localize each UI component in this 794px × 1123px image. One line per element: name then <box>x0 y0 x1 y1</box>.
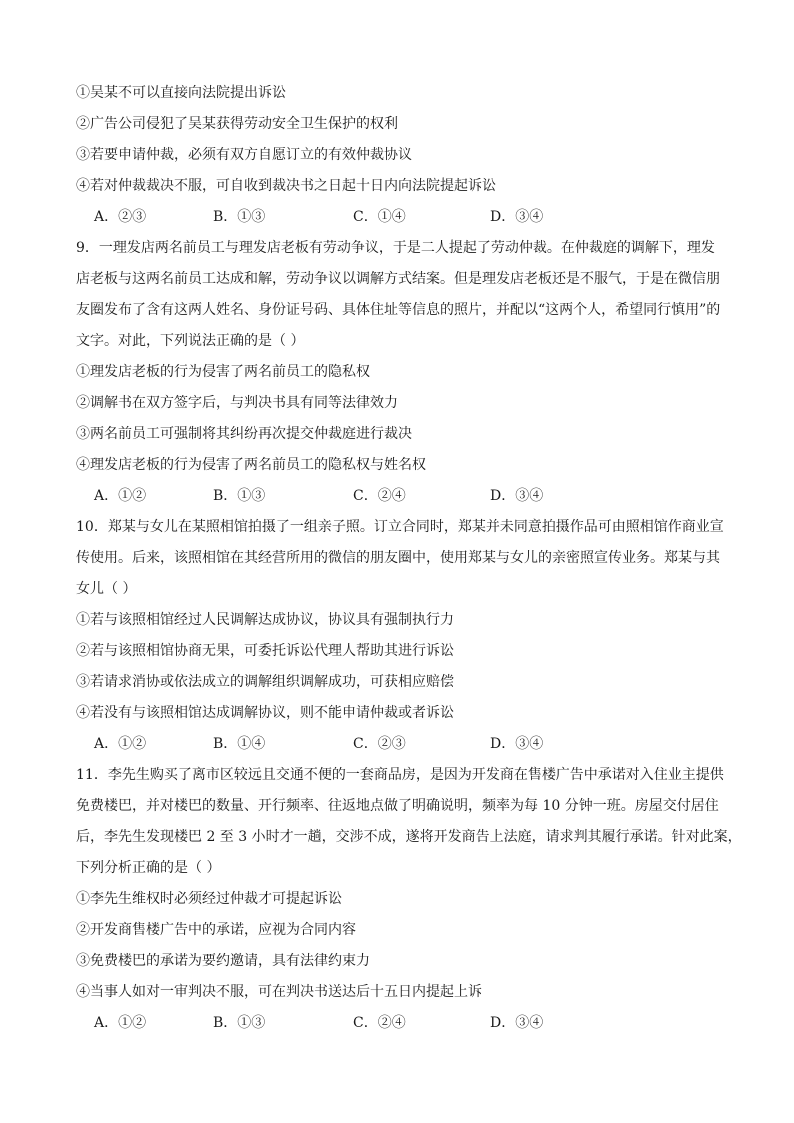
q9-stem-line-4: 文字。对此，下列说法正确的是（ ） <box>76 333 305 349</box>
q9-choice-c: C．②④ <box>353 488 406 504</box>
q9-option-1: ①理发店老板的行为侵害了两名前员工的隐私权 <box>76 364 370 380</box>
question-9 <box>76 233 721 512</box>
q9-stem-line-1: 9．一理发店两名前员工与理发店老板有劳动争议，于是二人提起了劳动仲裁。在仲裁庭的调解下，理发 <box>76 240 715 256</box>
q9-choice-b: B．①③ <box>213 488 266 504</box>
q11-choice-d: D．③④ <box>490 1015 544 1031</box>
q8-option-4: ④若对仲裁裁决不服，可自收到裁决书之日起十日内向法院提起诉讼 <box>76 178 496 194</box>
q8-choice-d: D．③④ <box>490 209 544 225</box>
q10-option-1: ①若与该照相馆经过人民调解达成协议，协议具有强制执行力 <box>76 612 454 628</box>
q8-answer-choices <box>76 202 721 233</box>
q11-answer-choices <box>76 1008 721 1039</box>
question-11 <box>76 760 742 1039</box>
q9-stem-line-2: 店老板与这两名前员工达成和解，劳动争议以调解方式结案。但是理发店老板还是不服气，于是在微信朋 <box>76 271 720 287</box>
q11-option-1: ①李先生维权时必须经过仲裁才可提起诉讼 <box>76 891 342 907</box>
q11-stem-line-1: 11．李先生购买了离市区较远且交通不便的一套商品房，是因为开发商在售楼广告中承诺对入住业主提供 <box>76 767 724 783</box>
q11-choice-c: C．②④ <box>353 1015 406 1031</box>
q9-option-4: ④理发店老板的行为侵害了两名前员工的隐私权与姓名权 <box>76 457 426 473</box>
q9-answer-choices <box>76 481 721 512</box>
q9-choice-a: A．①② <box>94 488 147 504</box>
q10-option-2: ②若与该照相馆协商无果，可委托诉讼代理人帮助其进行诉讼 <box>76 643 454 659</box>
q11-choice-a: A．①② <box>94 1015 147 1031</box>
question-10 <box>76 512 724 760</box>
q10-option-3: ③若请求消协或依法成立的调解组织调解成功，可获相应赔偿 <box>76 674 454 690</box>
q10-option-4: ④若没有与该照相馆达成调解协议，则不能申请仲裁或者诉讼 <box>76 705 454 721</box>
exam-page <box>76 78 742 1039</box>
q8-choice-b: B．①③ <box>213 209 266 225</box>
q8-option-3: ③若要申请仲裁，必须有双方自愿订立的有效仲裁协议 <box>76 147 412 163</box>
q11-option-2: ②开发商售楼广告中的承诺，应视为合同内容 <box>76 922 356 938</box>
q10-choice-b: B．①④ <box>213 736 266 752</box>
q8-choice-a: A．②③ <box>94 209 147 225</box>
question-8 <box>76 78 721 233</box>
q9-option-3: ③两名前员工可强制将其纠纷再次提交仲裁庭进行裁决 <box>76 426 412 442</box>
q10-answer-choices <box>76 729 721 760</box>
q11-stem-line-3: 后，李先生发现楼巴 2 至 3 小时才一趟，交涉不成，遂将开发商告上法庭，请求判其履行承诺。针对此案， <box>76 829 742 845</box>
q10-stem-line-2: 传使用。后来，该照相馆在其经营所用的微信的朋友圈中，使用郑某与女儿的亲密照宣传业务。郑某与其 <box>76 550 720 566</box>
q11-option-4: ④当事人如对一审判决不服，可在判决书送达后十五日内提起上诉 <box>76 984 482 1000</box>
q10-stem-line-3: 女儿（ ） <box>76 581 137 597</box>
q11-option-3: ③免费楼巴的承诺为要约邀请，具有法律约束力 <box>76 953 370 969</box>
q10-stem-line-1: 10．郑某与女儿在某照相馆拍摄了一组亲子照。订立合同时，郑某并未同意拍摄作品可由照相馆作商业宣 <box>76 519 724 535</box>
q9-choice-d: D．③④ <box>490 488 544 504</box>
q8-option-1: ①吴某不可以直接向法院提出诉讼 <box>76 85 286 101</box>
q10-choice-d: D．③④ <box>490 736 544 752</box>
q11-stem-line-4: 下列分析正确的是（ ） <box>76 860 221 876</box>
q11-stem-line-2: 免费楼巴，并对楼巴的数量、开行频率、往返地点做了明确说明，频率为每 10 分钟一班。房屋交付居住 <box>76 798 719 814</box>
q10-choice-a: A．①② <box>94 736 147 752</box>
q9-option-2: ②调解书在双方签字后，与判决书具有同等法律效力 <box>76 395 398 411</box>
q10-choice-c: C．②③ <box>353 736 406 752</box>
q11-choice-b: B．①③ <box>213 1015 266 1031</box>
q9-stem-line-3: 友圈发布了含有这两人姓名、身份证号码、具体住址等信息的照片，并配以“这两个人，希望同行慎用”的 <box>76 302 721 318</box>
q8-option-2: ②广告公司侵犯了吴某获得劳动安全卫生保护的权利 <box>76 116 398 132</box>
q8-choice-c: C．①④ <box>353 209 406 225</box>
